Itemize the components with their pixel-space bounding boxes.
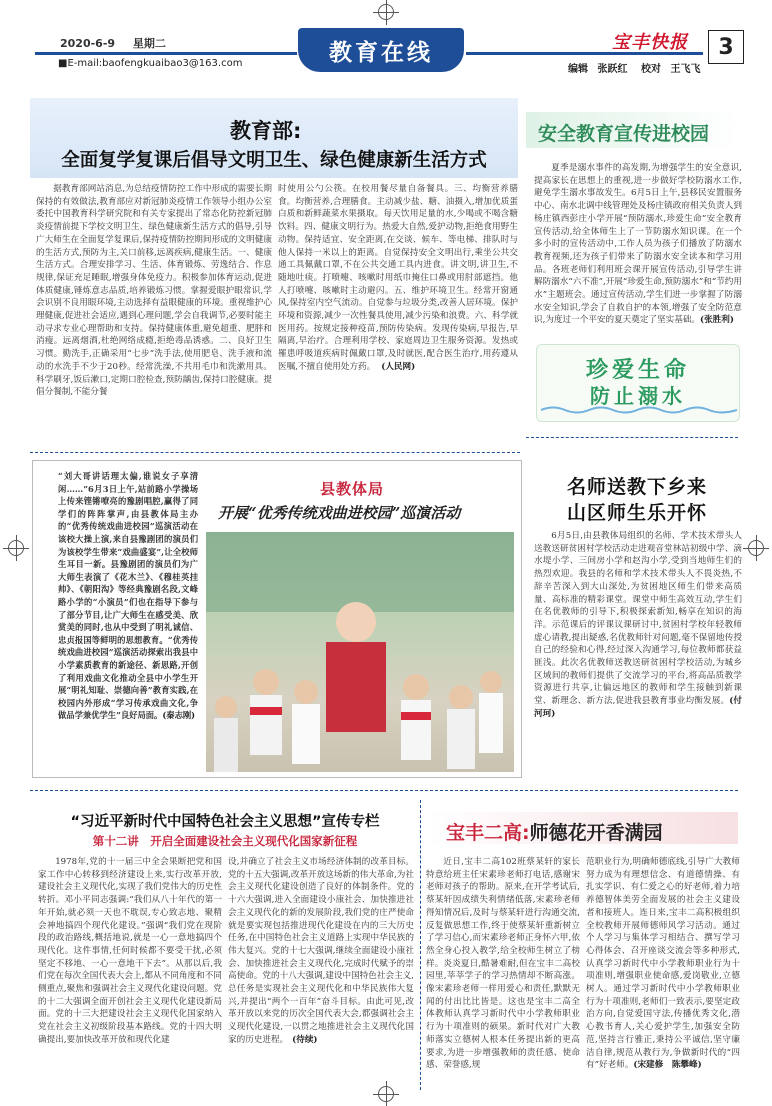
school-headline-prefix: 宝丰二高:: [446, 822, 530, 844]
registration-mark-left: [8, 540, 24, 556]
column-divider: [420, 800, 421, 1090]
opera-kicker: 县教体局: [320, 480, 385, 498]
opera-body: “刘大哥讲话理太偏,谁说女子享清闲……”6月3日上午,站前路小学操场上传来铿锵嘹亮的豫剧唱腔,赢得了同学们的阵阵掌声,由县教体局主办的“优秀传统戏曲进校园”巡演活动在该校大操上演,来自县豫剧团的演员们为该校学生带来“戏曲盛宴”,让全校师生耳目一新。县豫剧团的演员们为广大师生表演了《花木兰》、《穆桂英挂帅》、《朝阳沟》等经典豫剧名段,文峰路小学的“小演员”们也在指导下参与了部分节目,让广大师生在感受美、欣赏美的同时,也从中受到了明礼诚信、忠贞报国等鲜明的思想教育。“优秀传统戏曲进校园”巡演活动探索出我县中小学素质教育的新途径、新思路,开创了利用戏曲文化推动全县中小学生开展“明礼知耻、崇德向善”教育实践,在校园内外形成“学习传承戏曲文化,争做品学兼优学生”良好局面。(秦志刚): [58, 471, 198, 721]
editor-credits: 编辑 张跃红 校对 王飞飞: [568, 64, 701, 75]
section-title: 教育在线: [329, 39, 433, 66]
school-body-col2: 范职业行为,明确师德底线,引导广大教师努力成为有理想信念、有道德情操、有扎实学识、有仁爱之心的好老师,着力培养德智体美劳全面发展的社会主义建设者和接班人。连日来,宝丰二高积极组织全校教师开展师德师风学习活动。通过个人学习与集体学习相结合、撰写学习心得体会、召开座谈交流会等多种形式,认真学习新时代中小学教师职业行为十项准则,增强职业使命感,爱岗敬业,立德树人。通过学习新时代中小学教师职业行为十项准则,老师们一致表示,要坚定政治方向,自觉爱国守法,传播优秀文化,潜心教书育人,关心爱护学生,加强安全防范,坚持言行雅正,秉持公平诚信,坚守廉洁自律,规范从教行为,争做新时代的“四有”好老师。(宋建修 陈攀峰): [586, 857, 740, 1071]
lead-body-col2: 时使用公勺公筷。在校用餐尽量自备餐具。三、均衡营养膳食。均衡营养,合理膳食。主动减少盐、糖、油摄入,增加优质蛋白质和新鲜蔬菜水果摄取。每天饮用足量的水,少喝或不喝含糖饮料。四、健康文明行为。热爱大自然,爱护动物,拒绝食用野生动物。保持适宜、安全距离,在交谈、候车、等电梯、排队时与他人保持一米以上的距离。自觉保持安全文明出行,乘坐公共交通工具佩戴口罩,不在公共交通工具内进食。讲文明,讲卫生,不随地吐痰。打喷嚏、咳嗽时用纸巾掩住口鼻或用肘部遮挡。他人打喷嚏、咳嗽时主动避闪。五、维护环境卫生。经常开窗通风,保持室内空气流动。自觉参与垃圾分类,改善人居环境。保护环境和资源,减少一次性餐具使用,减少污染和浪费。六、科学就医用药。按规定接种疫苗,预防传染病。发现传染病,早报告,早隔离,早治疗。合理利用学校、家庭周边卫生服务资源。发热或罹患呼吸道疾病时佩戴口罩,及时就医,配合医生治疗,用药遵从医嘱,不擅自使用处方药。 (人民网): [278, 184, 518, 372]
column-body-col1: 1978年,党的十一届三中全会果断把党和国家工作中心转移到经济建设上来,实行改革开放,建设社会主义现代化,实现了我们党伟大的历史性转折。邓小平同志强调:“我们从八十年代的第一年开始,就必须一天也不耽误,专心致志地、聚精会神地搞四个现代化建设。”强调“我们党在现阶段的政治路线,概括地说,就是一心一意地搞四个现代化。这件事情,任何时候都不要受干扰,必须坚定不移地、一心一意地干下去”。从那以后,我们党在每次全国代表大会上,都从不同角度和不同侧重点,聚焦和强调社会主义现代化建设问题。党的十二大强调全面开创社会主义现代化建设新局面。党的十三大把建设社会主义现代化国家纳入党在社会主义初级阶段基本路线。党的十四大明确提出,要加快改革开放和现代化建: [38, 857, 222, 1045]
divider-safety: [526, 437, 738, 438]
header-rule-left: [35, 52, 297, 55]
school-headline: [446, 818, 663, 845]
safety-headline: 安全教育宣传进校园: [538, 123, 710, 145]
teachers-headline-line1: 名师送教下乡来: [566, 476, 707, 498]
opera-photo: [206, 532, 514, 772]
masthead-logo: 宝丰快报: [612, 32, 688, 53]
section-tab: [298, 28, 464, 72]
teachers-headline-line2: 山区师生乐开怀: [566, 502, 707, 524]
email: ■E-mail:baofengkuaibao3@163.com: [58, 58, 243, 69]
column-body-col2: 设,并确立了社会主义市场经济体制的改革目标。党的十五大强调,改革开放这场新的伟大革命,为社会主义现代化建设创造了良好的体制条件。党的十六大强调,进入全面建设小康社会、加快推进社会主义现代化的新的发展阶段,我们党的庄严使命就是要实现包括推进现代化建设在内的三大历史任务,在中国特色社会主义道路上实现中华民族的伟大复兴。党的十七大强调,继续全面建设小康社会、加快推进社会主义现代化,完成时代赋予的崇高使命。党的十八大强调,建设中国特色社会主义,总任务是实现社会主义现代化和中华民族伟大复兴,并提出“两个一百年”奋斗目标。由此可见,改革开放以来党的历次全国代表大会,都强调社会主义现代化建设,一以贯之地推进社会主义现代化国家的历史进程。 (待续): [228, 857, 414, 1045]
school-body-col1: 近日,宝丰二高102班蔡某轩的家长特意给班主任宋素珍老师打电话,感谢宋老师对孩子的帮助。原来,在开学考试后,蔡某轩因成绩失利情绪低落,宋素珍老师得知情况后,及时与蔡某轩进行沟通交流,反复做思想工作,终于使蔡某轩重新树立了学习信心,而宋素珍老师正身怀六甲,依然全身心投入教学,给全校师生树立了榜样。炎炎夏日,酷暑难耐,但在宝丰二高校园里,莘莘学子的学习热情却不断高涨。像宋素珍老师一样用爱心和责任,默默无闻的付出比比皆是。这也是宝丰二高全体教师认真学习新时代中小学教师职业行为十项准则的硕果。新时代对广大教师落实立德树人根本任务提出新的更高要求,为进一步增强教师的责任感、使命感、荣誉感,规: [426, 857, 580, 1071]
safety-body: 夏季是溺水事件的高发期,为增强学生的安全意识,提高家长在思想上的重视,进一步做好学校防溺水工作,避免学生溺水事故发生。6月5日上午,县移民安置服务中心、南水北调中线管理处及杨庄镇政府相关负责人到杨庄镇西彭庄小学开展“预防溺水,珍爱生命”安全教育宣传活动,给全体师生上了一节防溺水知识课。在一个多小时的宣传活动中,工作人员为孩子们播放了防溺水教育视频,还为孩子们带来了防溺水安全读本和学习用品。各班老师们利用班会课开展宣传活动,引导学生讲解防溺水“六不准”,开展“珍爱生命,预防溺水”和“节约用水”主题班会。通过宣传活动,学生们进一步掌握了防溺水安全知识,学会了自救自护的本领,增强了安全防范意识,为度过一个平安的夏天奠定了坚实基础。(张胜利): [534, 163, 742, 326]
column-subhead: 第十二讲 开启全面建设社会主义现代化国家新征程: [92, 834, 358, 848]
column-headline: “习近平新时代中国特色社会主义思想”宣传专栏: [70, 814, 380, 830]
lead-body-col1: 据教育部网站消息,为总结疫情防控工作中形成的需要长期保持的有效做法,教育部应对新冠肺炎疫情工作领导小组办公室委托中国教育科学研究院和有关专家提出了常态化防控新冠肺炎疫情前提下学校文明卫生、绿色健康新生活方式的倡导,引导广大师生在全面复学复课后,保持疫情防控期间形成的文明健康的生活方式,预防为主,关口前移,远离疾病,健康生活。一、健康生活方式。合理安排学习、生活、体育锻炼、劳逸结合、作息规律,保证充足睡眠,增强身体免疫力。积极参加体育运动,促进体质健康,锤炼意志品质,培养锻炼习惯。掌握爱眼护眼常识,学会识别不良用眼环境,主动选择有益眼健康的环境。重视维护心理健康,促进社会适应,遇到心理问题,学会自我调节,必要时能主动寻求专业心理帮助和支持。保持健康体重,避免超重、肥胖和消瘦。远离烟酒,杜绝网络成瘾,拒绝毒品诱惑。二、良好卫生习惯。勤洗手,正确采用“七步”洗手法,使用肥皂、洗手液和流动的水洗手不少于20秒。经常洗澡,不共用毛巾和洗漱用具。科学刷牙,饭后漱口,定期口腔检查,预防龋齿,保持口腔健康。提倡分餐制,不能分餐: [36, 184, 272, 398]
banner-line1: 珍爱生命: [585, 358, 690, 383]
issue-date: 2020-6-9 星期二: [60, 37, 166, 50]
page-number: 3: [708, 30, 744, 64]
registration-mark-right: [748, 540, 764, 556]
opera-byline: (秦志刚): [162, 710, 196, 721]
wave-icon: [541, 405, 737, 415]
teachers-body: 6月5日,由县教体局组织的名师、学术技术带头人送教送研贫困村学校活动走进观音堂林站初级中学、滴水堤小学、三间房小学和赵沟小学,受到当地师生们的热烈欢迎。我县的名师和学术技术带头人不畏炎热,不辞辛苦深入到大山深处,为贫困地区师生们带来高质量、高标准的精彩课堂。课堂中师生高效互动,学生们在名优教师的引导下,积极探索新知,畅享在知识的海洋。示范课后的评课议课研讨中,贫困村学校年轻教师虚心请教,提出疑惑,名优教师针对问题,毫不保留地传授自己的经验和心得,经过深入沟通学习,每位教师都获益匪浅。此次名优教师送教送研贫困村学校活动,为城乡区域间的教师们提供了交流学习的平台,将高品质教学资源进行共享,让偏远地区的教师和学生接触到新课堂、新理念、新方法,促进我县教育事业均衡发展。(付河珂): [534, 531, 742, 719]
divider-opera: [30, 790, 738, 791]
safety-banner: [536, 344, 740, 422]
lead-kicker: 教育部:: [230, 119, 302, 143]
lead-headline: 全面复学复课后倡导文明卫生、绿色健康新生活方式: [61, 150, 487, 171]
opera-performance-image: [206, 532, 514, 772]
divider-lead: [30, 452, 520, 453]
column-continued: (待续): [292, 1034, 318, 1045]
school-byline: (宋建修 陈攀峰): [633, 1060, 702, 1071]
teachers-byline: (付河珂): [534, 696, 742, 719]
banner-line2: 防止溺水: [590, 384, 686, 408]
safety-byline: (张胜利): [700, 315, 734, 326]
school-headline-rest: 师德花开香满园: [529, 822, 663, 844]
lead-source: (人民网): [381, 361, 416, 372]
registration-mark-top: [378, 4, 394, 20]
opera-headline: 开展“优秀传统戏曲进校园”巡演活动: [218, 504, 461, 522]
registration-mark-bottom: [378, 1086, 394, 1102]
